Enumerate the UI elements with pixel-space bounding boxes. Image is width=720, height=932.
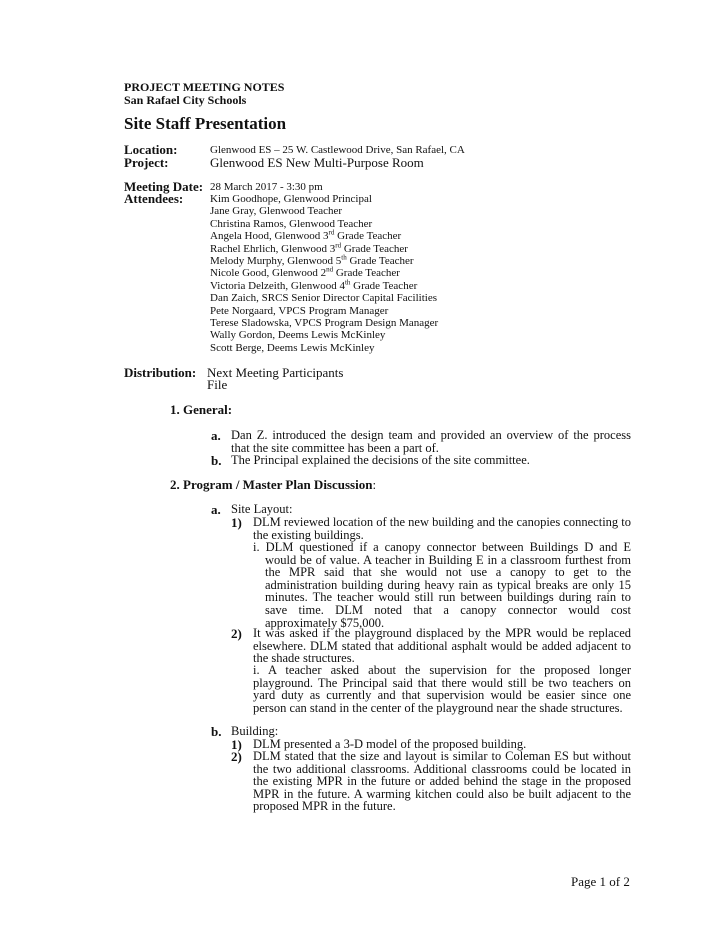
attendee-item: Melody Murphy, Glenwood 5th Grade Teacher xyxy=(210,253,414,267)
attendee-item: Scott Berge, Deems Lewis McKinley xyxy=(210,341,375,354)
building-item-2: DLM stated that the size and layout is similar to Coleman ES but without the two additional classrooms. Additional classrooms could be located in the existing MPR in the future or added behind the stage in the proposed MPR in the future. A warming kitchen could also be built adjacent to the proposed MPR in the future. xyxy=(253,749,631,814)
section-heading-general: 1. General: xyxy=(170,402,233,417)
attendee-item: Nicole Good, Glenwood 2nd Grade Teacher xyxy=(210,265,400,280)
location-value: Glenwood ES – 25 W. Castlewood Drive, San Rafael, CA xyxy=(210,144,465,156)
doc-type: PROJECT MEETING NOTES xyxy=(124,80,285,94)
attendee-item: Wally Gordon, Deems Lewis McKinley xyxy=(210,329,386,342)
distribution-line: Next Meeting Participants xyxy=(207,365,344,380)
site-layout-item-1-sub: i. DLM questioned if a canopy connector between Buildings D and E would be of value. A teacher in Building E in a classroom furthest from the MPR said that she would not use a canopy to get to the administration building during heavy rain as typical breaks are only 15 minutes. The teacher would still run between buildings during rain to save time. DLM noted that a canopy connector would cost approximately $75,000. xyxy=(253,540,631,630)
section-heading-program: 2. Program / Master Plan Discussion: xyxy=(170,477,377,492)
site-layout-item-2-sub: i. A teacher asked about the supervision for the proposed longer playground. The Principal said that there would still be two teachers on yard duty as currently and that supervision would be easier since one person can stand in the center of the playground near the shade structures. xyxy=(253,663,631,715)
project-value: Glenwood ES New Multi-Purpose Room xyxy=(210,155,424,170)
page-number: Page 1 of 2 xyxy=(571,874,630,889)
item-marker: b. xyxy=(211,453,222,468)
item-marker: 2) xyxy=(231,626,242,641)
general-item-b: The Principal explained the decisions of the site committee. xyxy=(231,453,530,467)
attendee-item: Angela Hood, Glenwood 3rd Grade Teacher xyxy=(210,228,402,243)
attendee-item: Terese Sladowska, VPCS Program Design Manager xyxy=(210,317,439,329)
location-label: Location: xyxy=(124,142,178,157)
building-label: Building: xyxy=(231,724,279,738)
distribution-label: Distribution: xyxy=(124,365,197,380)
attendees-label: Attendees: xyxy=(124,191,184,206)
meeting-date-value: 28 March 2017 - 3:30 pm xyxy=(210,181,323,193)
attendee-item: Pete Norgaard, VPCS Program Manager xyxy=(210,304,389,317)
item-marker: a. xyxy=(211,502,221,517)
item-marker: b. xyxy=(211,724,222,739)
distribution-line: File xyxy=(207,377,228,392)
attendee-item: Rachel Ehrlich, Glenwood 3rd Grade Teacher xyxy=(210,240,408,255)
page-title: Site Staff Presentation xyxy=(124,114,287,133)
attendee-item: Dan Zaich, SRCS Senior Director Capital Facilities xyxy=(210,292,437,305)
item-marker: 1) xyxy=(231,737,242,752)
attendee-item: Kim Goodhope, Glenwood Principal xyxy=(210,193,372,205)
attendee-item: Jane Gray, Glenwood Teacher xyxy=(210,205,343,218)
item-marker: 1) xyxy=(231,515,242,530)
site-layout-item-2: It was asked if the playground displaced by the MPR would be replaced elsewhere. DLM stated that additional asphalt would be added adjacent to the shade structures. xyxy=(253,626,631,666)
general-item-a: Dan Z. introduced the design team and provided an overview of the process that the site committee has been a part of. xyxy=(231,428,631,455)
site-layout-item-1: DLM reviewed location of the new building and the canopies connecting to the existing buildings. xyxy=(253,515,632,542)
meeting-date-label: Meeting Date: xyxy=(124,179,204,194)
site-layout-label: Site Layout: xyxy=(231,502,293,516)
attendee-item: Christina Ramos, Glenwood Teacher xyxy=(210,217,373,230)
item-marker: 2) xyxy=(231,749,242,764)
project-label: Project: xyxy=(124,155,169,170)
item-marker: a. xyxy=(211,428,221,443)
attendee-item: Victoria Delzeith, Glenwood 4th Grade Teacher xyxy=(210,278,418,292)
building-item-1: DLM presented a 3-D model of the proposed building. xyxy=(253,737,527,751)
org-name: San Rafael City Schools xyxy=(124,93,247,107)
